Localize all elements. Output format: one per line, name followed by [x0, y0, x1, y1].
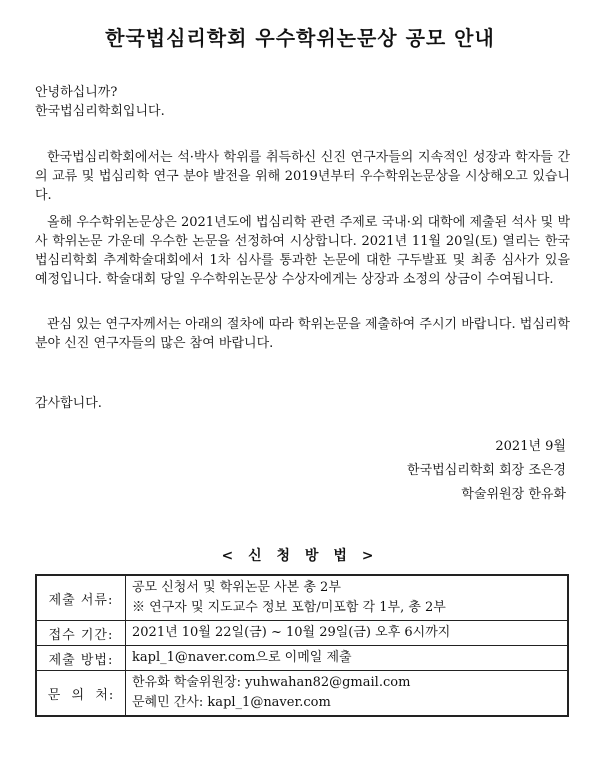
table-row	[36, 621, 568, 646]
page-title: 한국법심리학회 우수학위논문상 공모 안내	[105, 26, 495, 50]
row-label: 제출 서류:	[36, 575, 126, 621]
row-label: 접수 기간:	[36, 621, 126, 646]
application-table	[35, 574, 569, 717]
body-paragraph: 한국법심리학회에서는 석·박사 학위를 취득하신 신진 연구자들의 지속적인 성장과 학자들 간의 교류 및 법심리학 연구 분야 발전을 위해 2019년부터 우수학위논문상을 시상해오고 있습니다.	[35, 150, 570, 203]
value-line: ※ 연구자 및 지도교수 정보 포함/미포함 각 1부, 총 2부	[132, 600, 446, 615]
value-line: 공모 신청서 및 학위논문 사본 총 2부	[132, 580, 341, 595]
table-row	[36, 671, 568, 717]
value-line: 한유화 학술위원장: yuhwahan82@gmail.com	[132, 675, 411, 690]
row-value	[126, 575, 569, 621]
greeting-line: 한국법심리학회입니다.	[35, 104, 165, 119]
row-value	[126, 671, 569, 717]
row-value	[126, 646, 569, 671]
body-paragraph: 관심 있는 연구자께서는 아래의 절차에 따라 학위논문을 제출하여 주시기 바랍니다. 법심리학 분야 신진 연구자들의 많은 참여 바랍니다.	[35, 317, 570, 351]
table-row	[36, 575, 568, 621]
signature-president: 한국법심리학회 회장 조은경	[407, 463, 566, 478]
closing-text: 감사합니다.	[35, 396, 102, 411]
body-paragraph: 올해 우수학위논문상은 2021년도에 법심리학 관련 주제로 국내·외 대학에 제출된 석사 및 박사 학위논문 가운데 우수한 논문을 선정하여 시상합니다. 2021년 11월 20일(토) 열리는 한국법심리학회 추계학술대회에서 1차 심사를 통과한 논문에 대한 구두발표 및 최종 심사가 있을 예정입니다. 학술대회 당일 우수학위논문상 수상자에게는 상장과 소정의 상금이 수여됩니다.	[35, 215, 570, 287]
row-value	[126, 621, 569, 646]
row-label: 제출 방법:	[36, 646, 126, 671]
signature-committee: 학술위원장 한유화	[461, 487, 566, 502]
greeting-line: 안녕하십니까?	[35, 85, 118, 100]
value-line: kapl_1@naver.com으로 이메일 제출	[132, 650, 352, 665]
application-heading: < 신 청 방 법 >	[221, 548, 379, 564]
table-row	[36, 646, 568, 671]
value-line: 문혜민 간사: kapl_1@naver.com	[132, 695, 331, 710]
signature-date: 2021년 9월	[495, 439, 566, 454]
value-line: 2021년 10월 22일(금) ~ 10월 29일(금) 오후 6시까지	[132, 625, 451, 640]
row-label: 문 의 처:	[36, 671, 126, 717]
